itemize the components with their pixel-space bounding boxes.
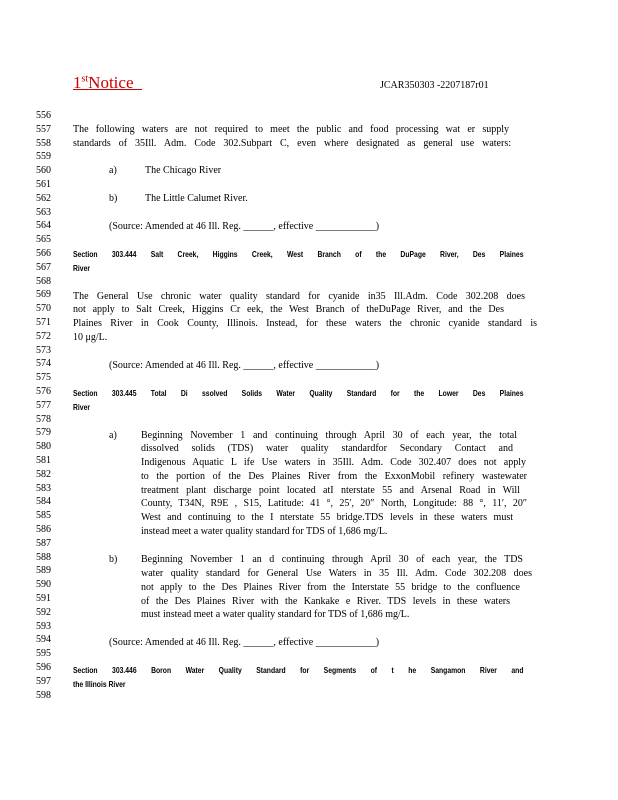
paragraph-line: The General Use chronic water quality standard for cyanide in35 Ill.Adm. Code 302.208 does [73, 291, 525, 302]
line-number: 575 [36, 372, 51, 384]
line-number: 586 [36, 524, 51, 535]
line-number: 595 [36, 648, 51, 660]
list-item: The Little Calumet River. [145, 193, 248, 204]
intro-line: The following waters are not required to meet the public and food processing wat er supply [73, 124, 509, 135]
paragraph-line: instead meet a water quality standard for TDS of 1,686 mg/L. [141, 526, 388, 537]
line-number: 573 [36, 344, 51, 356]
list-label: b) [109, 193, 118, 204]
line-number: 567 [36, 261, 51, 273]
line-number: 580 [36, 441, 51, 453]
line-number: 572 [36, 330, 51, 342]
paragraph-line: Beginning November 1 and continuing through April 30 of each year, the total [141, 430, 517, 441]
intro-line: standards of 35Ill. Adm. Code 302.Subpart C, even where designated as general use waters: [73, 138, 511, 149]
source-note: (Source: Amended at 46 Ill. Reg. ______, effective ____________) [109, 360, 380, 371]
notice-title: 1stNotice [73, 73, 134, 92]
paragraph-line: to the portion of the Des Plaines River from the ExxonMobil refinery wastewater [141, 471, 527, 482]
section-heading: the Illinois River [73, 680, 126, 689]
source-note: (Source: Amended at 46 Ill. Reg. ______, effective ____________) [109, 221, 380, 232]
paragraph-line: dissolved solids (TDS) water quality standardfor Secondary Contact and [141, 443, 513, 454]
line-number: 560 [36, 165, 51, 177]
line-number: 574 [36, 358, 51, 370]
line-number: 594 [36, 634, 51, 646]
paragraph-line: not apply to the Des Plaines River from the Interstate 55 bridge to the confluence [141, 582, 520, 593]
line-number: 569 [36, 289, 51, 301]
jcar-code: JCAR350303 -2207187r01 [380, 80, 489, 91]
list-label: a) [109, 165, 117, 176]
section-heading: Section 303.444 Salt Creek, Higgins Creek, West Branch of the DuPage River, Des Plaines [73, 250, 524, 259]
line-number: 584 [36, 496, 51, 508]
line-number: 587 [36, 537, 51, 549]
list-item: The Chicago River [145, 165, 222, 176]
line-number: 590 [36, 579, 51, 591]
line-number: 570 [36, 303, 51, 315]
line-number: 578 [36, 413, 51, 425]
line-number: 591 [36, 593, 51, 604]
line-number: 558 [36, 137, 51, 149]
section-heading: Section 303.446 Boron Water Quality Standard for Segments of t he Sangamon River and [73, 666, 524, 675]
line-number: 562 [36, 192, 51, 204]
line-number: 593 [36, 620, 51, 632]
line-number: 579 [36, 427, 51, 439]
section-heading: River [73, 403, 91, 412]
line-number: 585 [36, 510, 51, 522]
line-number: 597 [36, 675, 51, 687]
line-number: 589 [36, 565, 51, 577]
paragraph-line: must instead meet a water quality standard for TDS of 1,686 mg/L. [141, 609, 410, 620]
line-number: 583 [36, 482, 51, 494]
line-number: 566 [36, 248, 51, 259]
paragraph-line: West and continuing to the I nterstate 55 bridge.TDS levels in these waters must [141, 512, 513, 523]
paragraph-line: 10 μg/L. [73, 332, 108, 343]
line-number: 571 [36, 317, 51, 328]
line-number: 576 [36, 386, 51, 397]
line-number: 568 [36, 275, 51, 287]
line-number: 596 [36, 662, 51, 673]
line-number: 577 [36, 399, 51, 411]
line-number: 557 [36, 123, 51, 135]
line-number: 565 [36, 234, 51, 246]
source-note: (Source: Amended at 46 Ill. Reg. ______, effective ____________) [109, 637, 380, 648]
paragraph-line: of the Des Plaines River with the Kankake e River. TDS levels in these waters [141, 596, 510, 607]
line-number: 582 [36, 468, 51, 480]
paragraph-line: water quality standard for General Use Waters in 35 Ill. Adm. Code 302.208 does [141, 568, 532, 579]
list-label: a) [109, 430, 117, 441]
line-number: 588 [36, 551, 51, 563]
line-number: 598 [36, 689, 51, 701]
line-number: 559 [36, 151, 51, 163]
line-number: 581 [36, 455, 51, 466]
line-number: 564 [36, 220, 51, 232]
line-number: 592 [36, 606, 51, 618]
paragraph-line: treatment plant discharge point located atI nterstate 55 and Arsenal Road in Will [141, 485, 520, 496]
section-heading: Section 303.445 Total Di ssolved Solids Water Quality Standard for the Lower Des Plaines [73, 389, 524, 398]
list-label: b) [109, 554, 118, 565]
paragraph-line: not apply to Salt Creek, Higgins Cr eek, the West Branch of theDuPage River, and the Des [73, 304, 504, 315]
section-heading: River [73, 264, 91, 273]
line-number: 561 [36, 179, 51, 190]
line-number: 556 [36, 110, 51, 121]
paragraph-line: Beginning November 1 an d continuing through April 30 of each year, the TDS [141, 554, 523, 565]
paragraph-line: County, T34N, R9E , S15, Latitude: 41 °, 25′, 20″ North, Longitude: 88 °, 11′, 20″ [141, 498, 527, 509]
line-number: 563 [36, 206, 51, 218]
paragraph-line: Indigenous Aquatic L ife Use waters in 35Ill. Adm. Code 302.407 does not apply [141, 457, 526, 468]
paragraph-line: Plaines River in Cook County, Illinois. Instead, for these waters the chronic cyanide standard is [73, 318, 537, 329]
